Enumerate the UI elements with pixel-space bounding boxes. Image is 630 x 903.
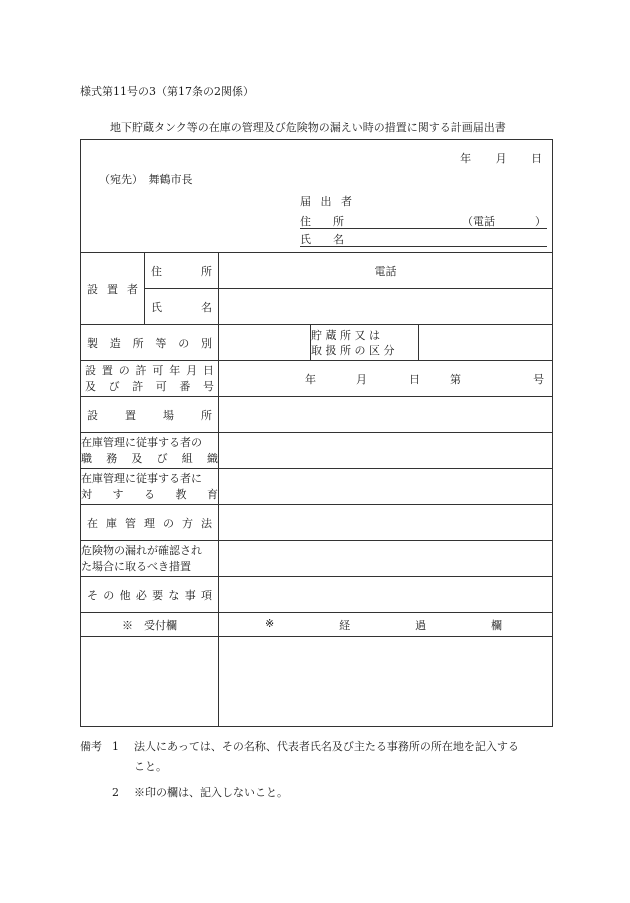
notifier-label: 届 出 者 [300,195,352,208]
progress-field[interactable] [219,637,553,727]
notification-form-table [80,139,553,727]
header-section [81,140,553,253]
staff-edu-field[interactable] [219,469,553,505]
remark-1-cont: こと。 [134,760,167,773]
form-number: 様式第11号の3（第17条の2関係） [80,85,254,98]
location-field[interactable] [219,397,553,433]
installer-label: 設 置 者 [81,253,145,325]
staff-org-label: 在庫管理に従事する者の 職 務 及 び 組 織 [81,433,219,469]
reception-field[interactable] [81,637,219,727]
leak-measures-field[interactable] [219,541,553,577]
date-field[interactable]: 年 月 日 [460,152,543,165]
notifier-address-field[interactable]: 住 所 （電話 ） [300,212,547,229]
remark-2: ※印の欄は、記入しないこと。 [134,786,288,799]
progress-header: ※ 経 過 欄 [219,613,553,637]
installer-name-field[interactable] [219,289,553,325]
addressee: （宛先） 舞鶴市長 [99,173,193,186]
form-title: 地下貯蔵タンク等の在庫の管理及び危険物の漏えい時の措置に関する計画届出書 [110,121,506,134]
staff-edu-label: 在庫管理に従事する者に 対 す る 教 育 [81,469,219,505]
remarks: 備考 1 法人にあっては、その名称、代表者氏名及び主たる事務所の所在地を記入する こと。 2 ※印の欄は、記入しないこと。 [80,737,552,803]
staff-org-field[interactable] [219,433,553,469]
other-matters-label: そ の 他 必 要 な 事 項 [81,577,219,613]
remarks-head: 備考 [80,740,102,753]
installer-tel-label: 電話 [374,264,397,278]
facility-type-label: 製 造 所 等 の 別 [81,325,219,361]
leak-measures-label: 危険物の漏れが確認され た場合に取るべき措置 [81,541,219,577]
remark-1: 法人にあっては、その名称、代表者氏名及び主たる事務所の所在地を記入する [134,740,519,753]
installer-address-field[interactable] [219,253,553,289]
other-matters-field[interactable] [219,577,553,613]
permit-field[interactable]: 年 月 日 第 号 [219,361,553,397]
permit-label: 設 置 の 許 可 年 月 日 及 び 許 可 番 号 [81,361,219,397]
installer-name-label: 氏 名 [145,289,219,325]
notifier-name-field[interactable]: 氏 名 [300,230,547,247]
reception-header: ※ 受付欄 [81,613,219,637]
notifier-tel: （電話 ） [462,215,546,228]
facility-type-field[interactable] [219,325,311,361]
installer-address-label: 住 所 [145,253,219,289]
inventory-method-field[interactable] [219,505,553,541]
location-label: 設 置 場 所 [81,397,219,433]
storage-class-label: 貯 蔵 所 又 は 取 扱 所 の 区 分 [311,325,419,361]
storage-class-field[interactable] [419,325,553,361]
inventory-method-label: 在 庫 管 理 の 方 法 [81,505,219,541]
